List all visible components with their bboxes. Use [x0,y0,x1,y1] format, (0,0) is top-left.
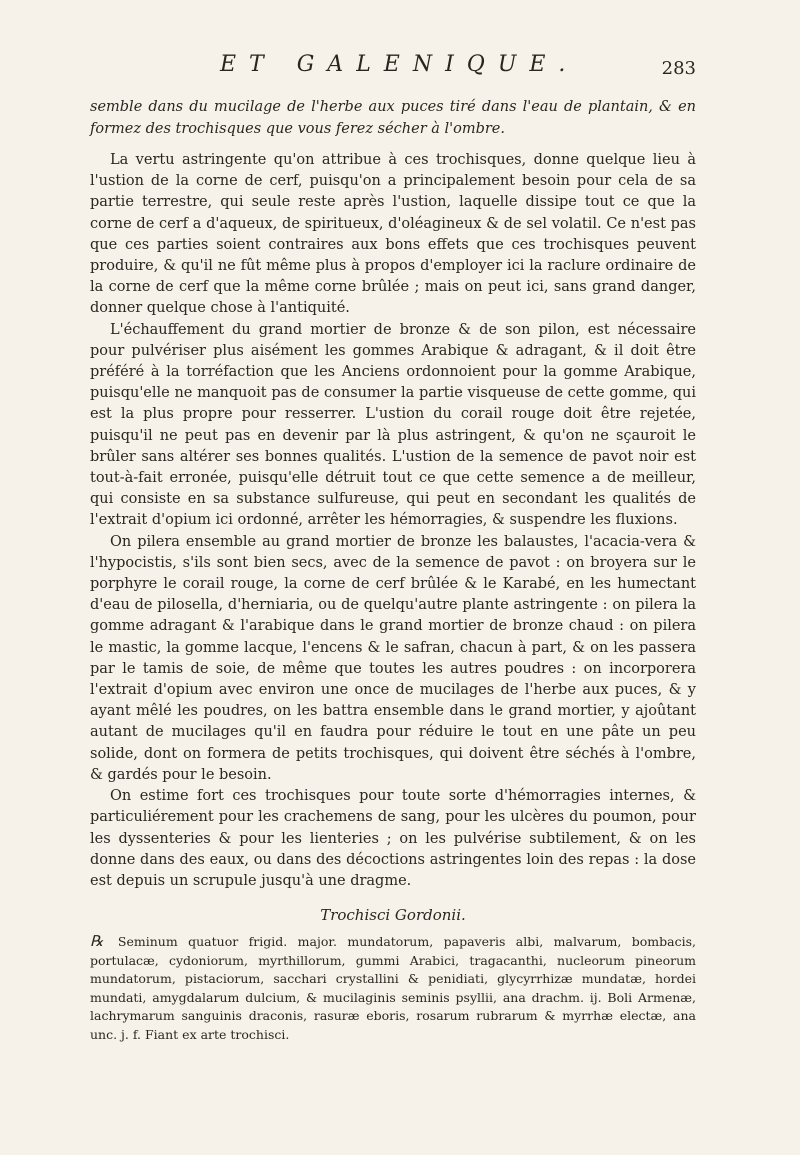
paragraph-usage: On estime fort ces trochisques pour toute sorte d'hémorragies internes, & particuliérement pour les crachemens de sang, pour les ulcères du poumon, pour les dyssenteries & pour les lienteries ; on les pulvérise subtilement, & on les donne dans des eaux, ou dans des décoctions astringentes loin des repas : la dose est depuis un scrupule jusqu'à une dragme. [90,788,696,889]
recipe-text [90,932,696,1044]
page-number: 283 [661,58,696,79]
recipe-symbol: ℞ [90,932,104,951]
running-head: ET GALENIQUE. [220,52,579,77]
paragraph-vertu: La vertu astringente qu'on attribue à ces trochisques, donne quelque lieu à l'ustion de la corne de cerf, puisqu'on a principalement besoin pour cela de sa partie terrestre, qui seule reste après l'ustion, laquelle dissipe tout ce que la corne de cerf a d'aqueux, de spiritueux, d'oléagineux & de sel volatil. Ce n'est pas que ces parties soient contraires aux bons effets que ces trochisques peuvent produire, & qu'il ne fût même plus à propos d'employer ici la raclure ordinaire de la corne de cerf que la même corne brûlée ; mais on peut ici, sans grand danger, donner quelque chose à l'antiquité. [90,152,696,317]
recipe-title: Trochisci Gordonii. [320,906,466,925]
intro-text: semble dans du mucilage de l'herbe aux puces tiré dans l'eau de plantain, & en formez des trochisques que vous ferez sécher à l'ombre. [90,99,696,137]
recipe-ingredients: Seminum quatuor frigid. major. mundatorum, papaveris albi, malvarum, bombacis, portulacæ, cydoniorum, myrthillorum, gummi Arabici, tragacanthi, nucleorum pineorum mundatorum, pistaciorum, sacchari crystallini & penidiati, glycyrrhizæ mundatæ, hordei mundati, amygdalarum dulcium, & mucilaginis seminis psyllii, ana drachm. ij. Boli Armenæ, lachrymarum sanguinis draconis, rasuræ eboris, rosarum rubrarum & myrrhæ electæ, ana unc. j. f. Fiant ex arte trochisci. [90,934,696,1042]
page-body [90,96,696,1044]
paragraph-preparation: On pilera ensemble au grand mortier de bronze les balaustes, l'acacia-vera & l'hypocistis, s'ils sont bien secs, avec de la semence de pavot : on broyera sur le porphyre le corail rouge, la corne de cerf brûlée & le Karabé, en les humectant d'eau de pilosella, d'herniaria, ou de quelqu'autre plante astringente : on pilera la gomme adragant & l'arabique dans le grand mortier de bronze chaud : on pilera le mastic, la gomme lacque, l'encens & le safran, chacun à part, & on les passera par le tamis de soie, de même que toutes les autres poudres : on incorporera l'extrait d'opium avec environ une once de mucilages de l'herbe aux puces, & y ayant mêlé les poudres, on les battra ensemble dans le grand mortier, y ajoûtant autant de mucilages qu'il en faudra pour réduire le tout en une pâte un peu solide, dont on formera de petits trochisques, qui doivent être séchés à l'ombre, & gardés pour le besoin. [90,533,696,783]
page-header [90,52,696,80]
paragraph-echauffement: L'échauffement du grand mortier de bronze & de son pilon, est nécessaire pour pulvériser plus aisément les gommes Arabique & adragant, & il doit être préféré à la torréfaction que les Anciens ordonnoient pour la gomme Arabique, puisqu'elle ne manquoit pas de consumer la partie visqueuse de cette gomme, qui est la plus propre pour resserrer. L'ustion du corail rouge doit être rejetée, puisqu'il ne peut pas en devenir par là plus astringent, & qu'on ne sçauroit le brûler sans altérer ses bonnes qualités. L'ustion de la semence de pavot noir est tout-à-fait erronée, puisqu'elle détruit tout ce que cette semence a de meilleur, qui consiste en sa substance sulfureuse, qui peut en secondant les qualités de l'extrait d'opium ici ordonné, arrêter les hémorragies, & suspendre les fluxions. [90,321,696,529]
